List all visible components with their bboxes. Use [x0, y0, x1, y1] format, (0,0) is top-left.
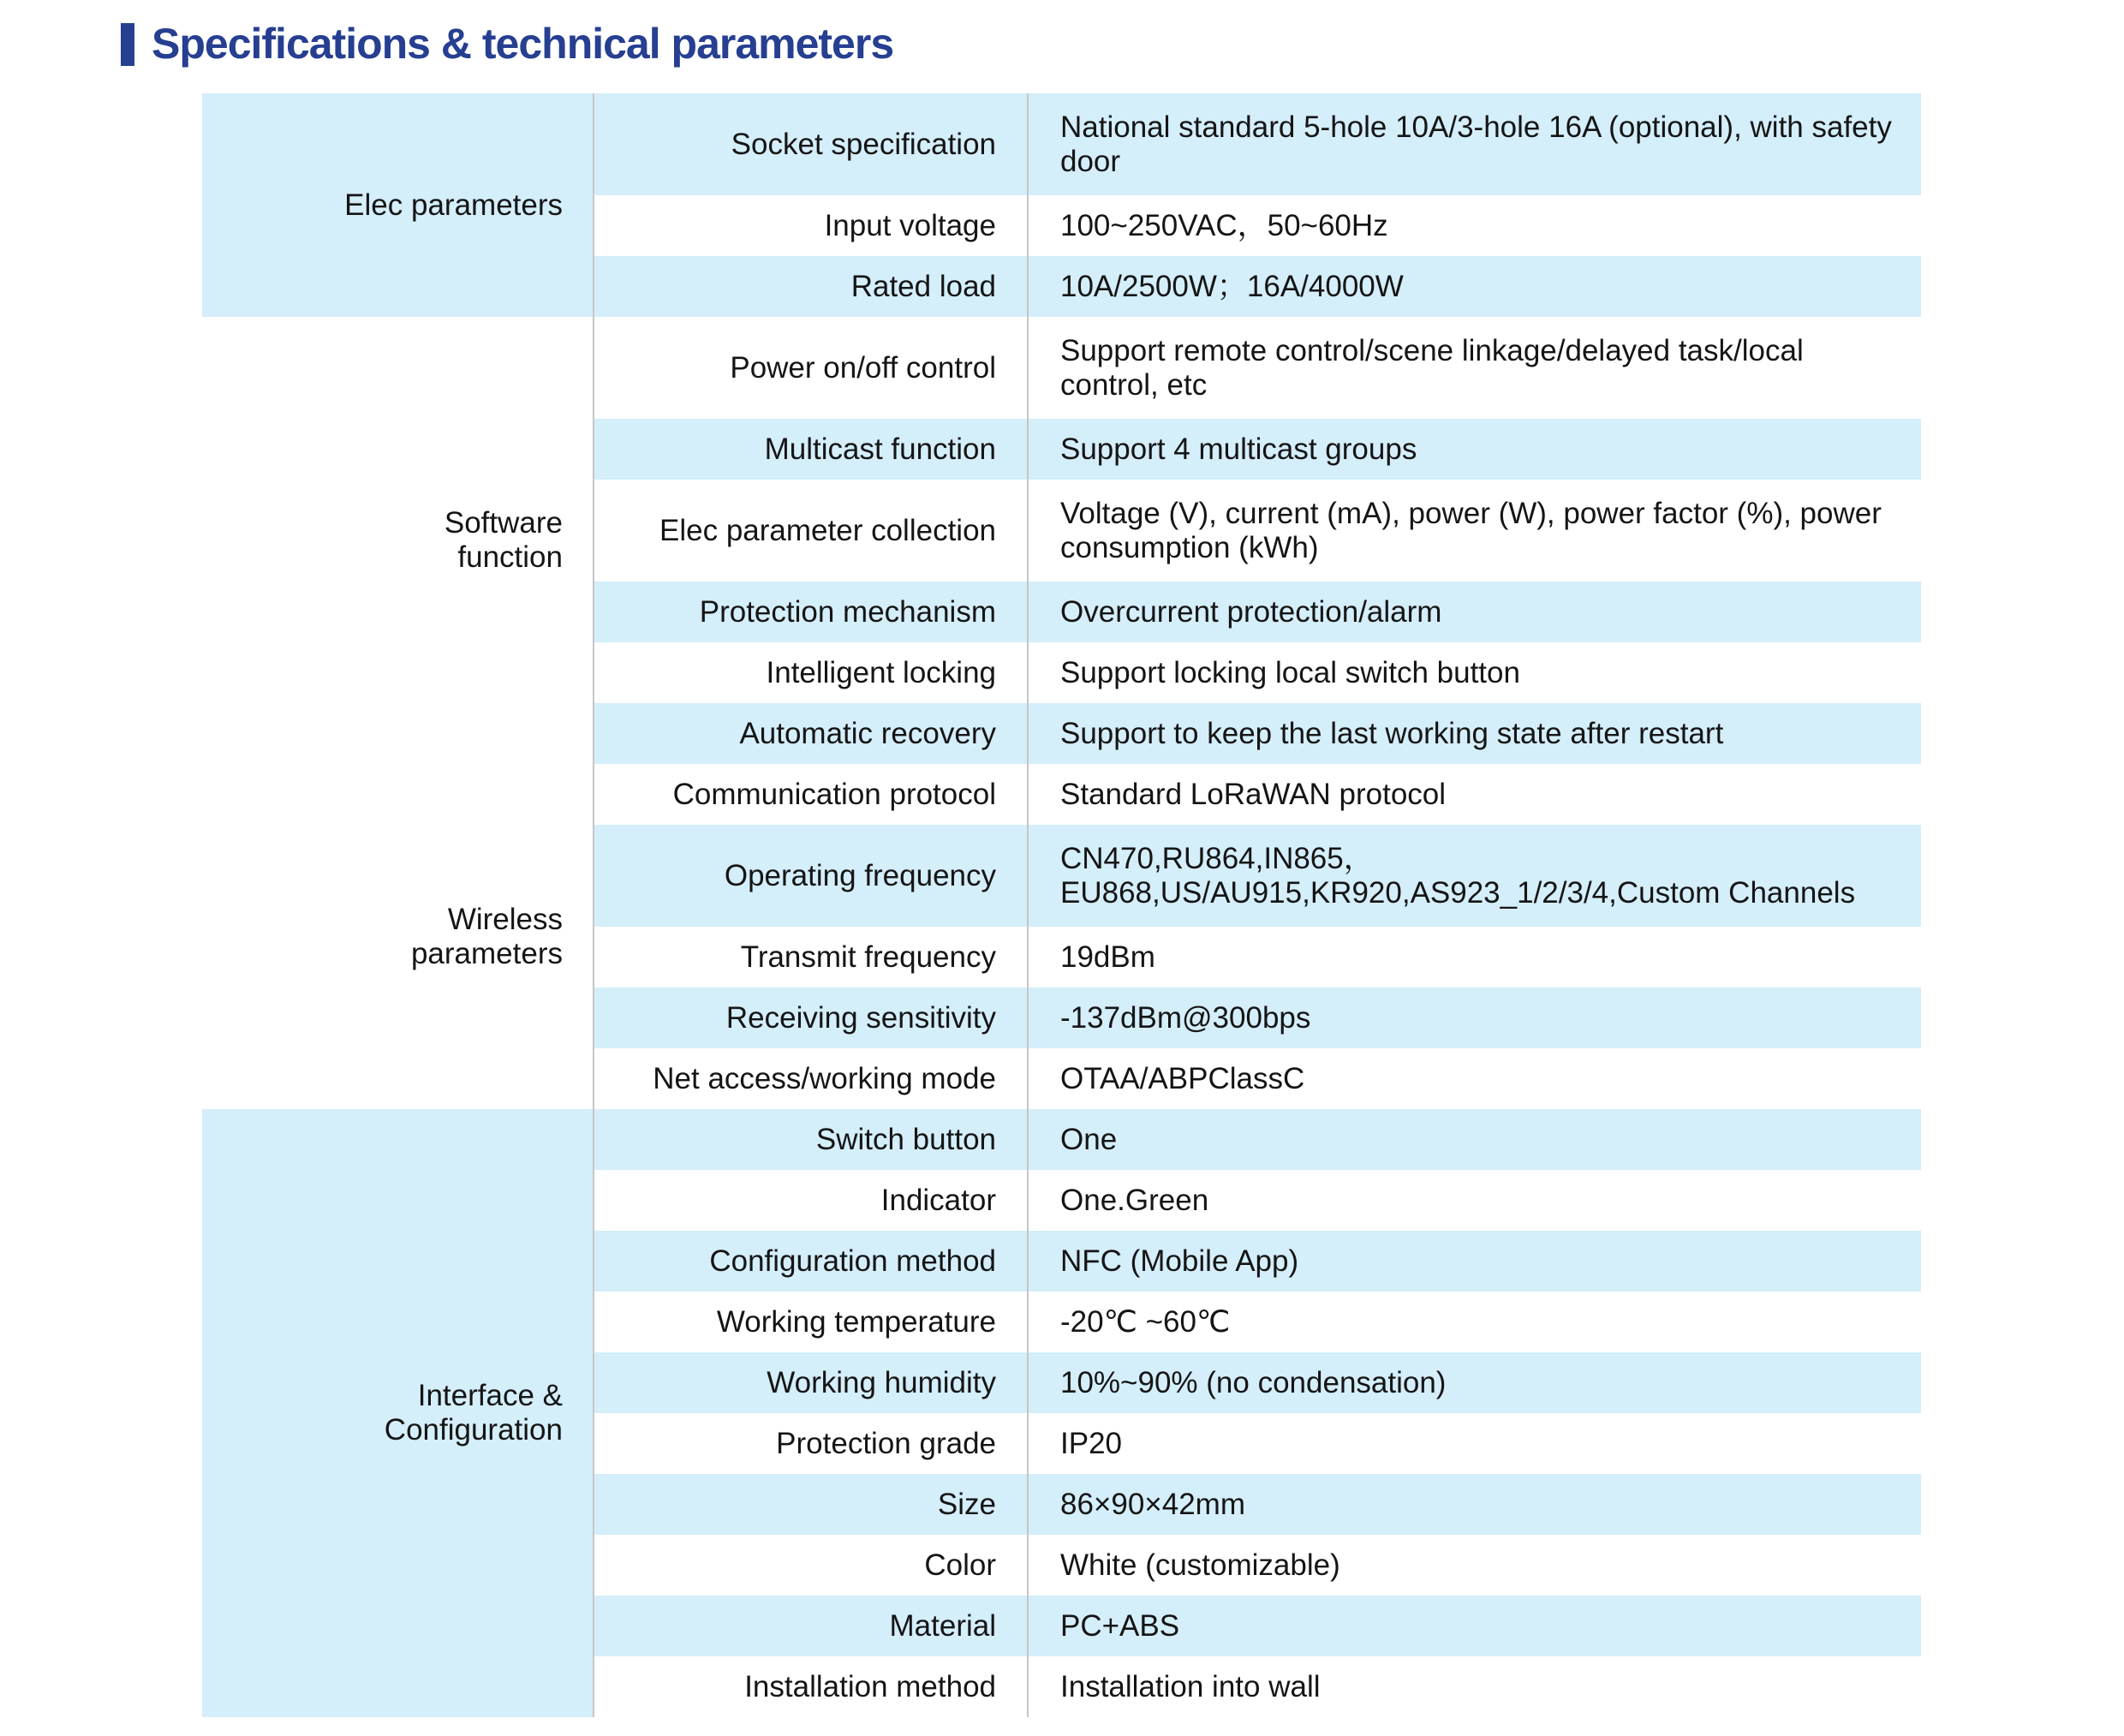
param-value: Support 4 multicast groups: [1028, 419, 1921, 480]
param-value: 10%~90% (no condensation): [1028, 1352, 1921, 1413]
spec-row: [202, 764, 1921, 825]
param-value: -20℃ ~60℃: [1028, 1292, 1921, 1352]
spec-table-body: [202, 93, 1921, 1717]
param-value: 86×90×42mm: [1028, 1474, 1921, 1535]
param-name: Indicator: [594, 1170, 1028, 1231]
param-value: 10A/2500W；16A/4000W: [1028, 256, 1921, 317]
param-name: Configuration method: [594, 1231, 1028, 1292]
group-label: Software function: [202, 317, 594, 764]
param-value: White (customizable): [1028, 1535, 1921, 1596]
param-name: Color: [594, 1535, 1028, 1596]
param-value: IP20: [1028, 1413, 1921, 1474]
param-name: Multicast function: [594, 419, 1028, 480]
param-name: Receiving sensitivity: [594, 987, 1028, 1048]
param-value: Installation into wall: [1028, 1656, 1921, 1717]
param-value: -137dBm@300bps: [1028, 987, 1921, 1048]
param-value: PC+ABS: [1028, 1596, 1921, 1656]
param-name: Communication protocol: [594, 764, 1028, 825]
group-label: Interface & Configuration: [202, 1109, 594, 1717]
title-accent-bar: [121, 23, 134, 66]
param-name: Size: [594, 1474, 1028, 1535]
page-title: Specifications & technical parameters: [152, 20, 894, 68]
param-name: Input voltage: [594, 195, 1028, 256]
group-label: Wireless parameters: [202, 764, 594, 1109]
spec-row: [202, 317, 1921, 419]
param-name: Operating frequency: [594, 825, 1028, 927]
param-value: One: [1028, 1109, 1921, 1170]
param-name: Switch button: [594, 1109, 1028, 1170]
param-name: Working humidity: [594, 1352, 1028, 1413]
param-name: Working temperature: [594, 1292, 1028, 1352]
param-value: OTAA/ABPClassC: [1028, 1048, 1921, 1109]
param-name: Elec parameter collection: [594, 480, 1028, 582]
param-value: Support to keep the last working state after restart: [1028, 703, 1921, 764]
param-name: Rated load: [594, 256, 1028, 317]
param-name: Protection grade: [594, 1413, 1028, 1474]
param-value: National standard 5-hole 10A/3-hole 16A (optional), with safety door: [1028, 93, 1921, 195]
param-name: Net access/working mode: [594, 1048, 1028, 1109]
param-value: Support remote control/scene linkage/delayed task/local control, etc: [1028, 317, 1921, 419]
param-value: 19dBm: [1028, 927, 1921, 987]
spec-table: [202, 93, 1921, 1717]
param-name: Material: [594, 1596, 1028, 1656]
param-value: Standard LoRaWAN protocol: [1028, 764, 1921, 825]
group-label: Elec parameters: [202, 93, 594, 317]
param-value: One.Green: [1028, 1170, 1921, 1231]
param-name: Socket specification: [594, 93, 1028, 195]
param-name: Power on/off control: [594, 317, 1028, 419]
param-name: Automatic recovery: [594, 703, 1028, 764]
param-name: Intelligent locking: [594, 642, 1028, 703]
spec-row: [202, 93, 1921, 195]
param-name: Protection mechanism: [594, 582, 1028, 642]
param-value: CN470,RU864,IN865， EU868,US/AU915,KR920,AS923_1/2/3/4,Custom Channels: [1028, 825, 1921, 927]
param-value: Voltage (V), current (mA), power (W), power factor (%), power consumption (kWh): [1028, 480, 1921, 582]
param-name: Transmit frequency: [594, 927, 1028, 987]
param-value: NFC (Mobile App): [1028, 1231, 1921, 1292]
param-value: Overcurrent protection/alarm: [1028, 582, 1921, 642]
spec-row: [202, 1109, 1921, 1170]
param-value: Support locking local switch button: [1028, 642, 1921, 703]
param-value: 100~250VAC，50~60Hz: [1028, 195, 1921, 256]
param-name: Installation method: [594, 1656, 1028, 1717]
